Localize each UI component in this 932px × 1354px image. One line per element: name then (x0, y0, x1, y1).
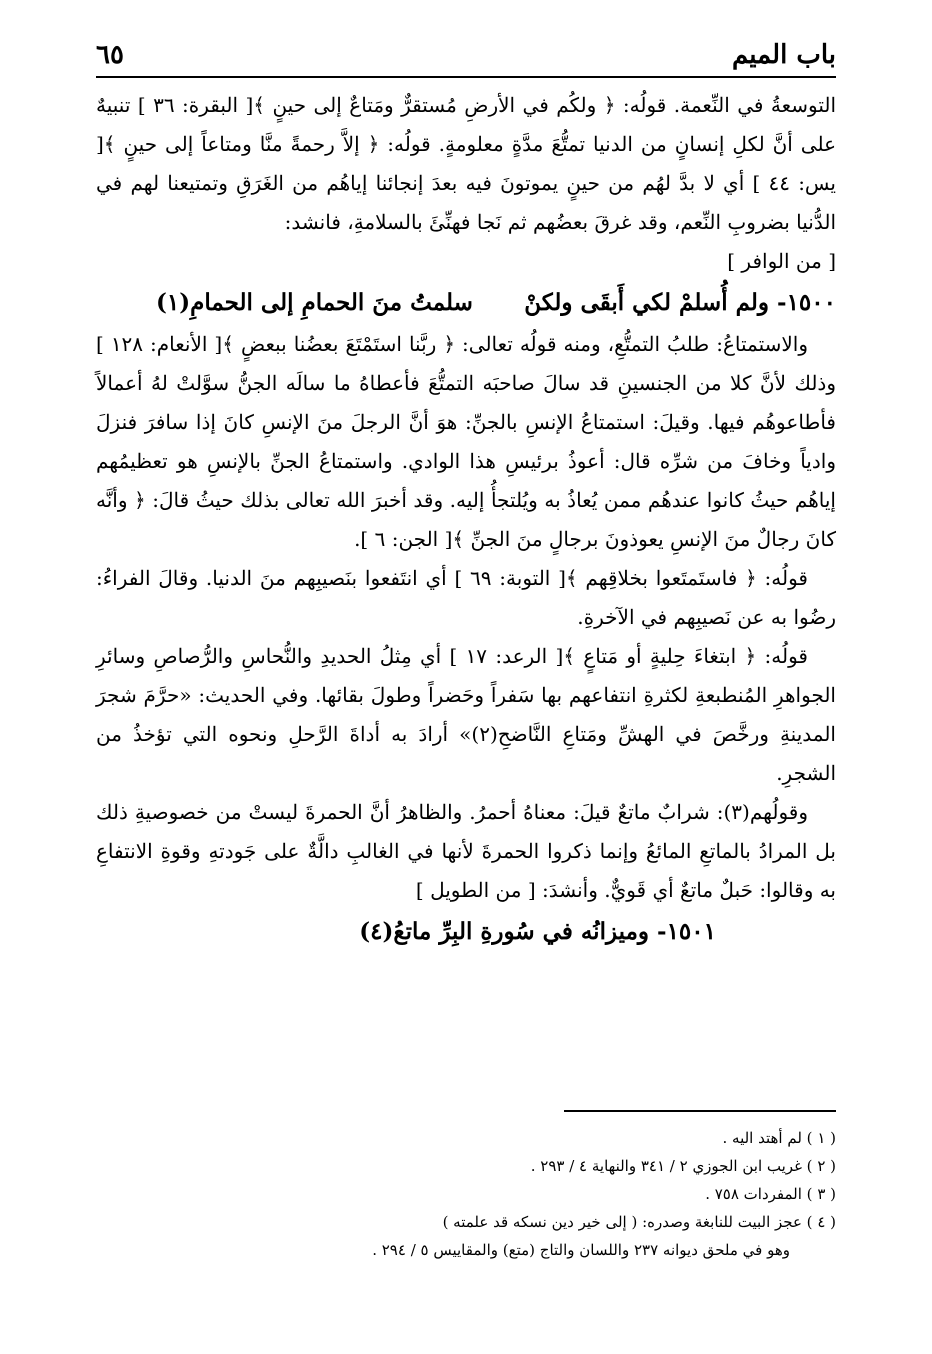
page-number: ٦٥ (96, 40, 124, 70)
chapter-title: باب الميم (731, 40, 836, 70)
paragraph-2: والاستمتاعُ: طلبُ التمتُّعِ، ومنه قولُه تعالى: ﴿ ربَّنا استَمْتَعَ بعضُنا ببعضٍ ﴾[ الأنعام: ١٢٨ ] وذلك لأنَّ كلا من الجنسينِ قد سالَ صاحبَه التمتُّعَ فأعطاهُ ما سالَه الجنُّ سوَّلتْ لهُ أعمالاً فأطاعوهُم فيها. وقيلَ: استمتاعُ الإنسِ بالجنِّ: هوَ أنَّ الرجلَ منَ الإنسِ كانَ إذا سافرَ فنزلَ وادياً وخافَ من شرِّه قال: أعوذُ برئيسِ هذا الوادي. واستمتاعُ الجنِّ بالإنسِ هو تعظيمُهم إياهُم حيثُ كانوا عندهُم ممن يُعاذُ به ويُلتجأُ إليه. وقد أخبرَ الله تعالى بذلك حيثُ قالَ: ﴿ وأنَّه كانَ رجالٌ منَ الإنسِ يعوذونَ برجالٍ منَ الجنِّ ﴾[ الجن: ٦ ]. (96, 332, 836, 551)
poetry-verse-1500 (96, 281, 836, 325)
paragraph-1: التوسعةُ في النِّعمة. قولُه: ﴿ ولكُم في الأرضِ مُستقرٌّ ومَتاعٌ إلى حينٍ ﴾[ البقرة: ٣٦ ] تنبيهٌ على أنَّ لكلِ إنسانٍ من الدنيا تمتُّعَ مدَّةٍ معلومةٍ. قولُه: ﴿ إلاَّ رحمةً منَّا ومتاعاً إلى حينٍ ﴾[ يس: ٤٤ ] أي لا بدَّ لهُم من حينٍ يموتونَ فيه بعدَ إنجائنا إياهُم من الغَرَقِ وتمتيعنا لهم في الدُّنيا بضروبِ النِّعم، وقد غرقَ بعضُهم ثم نَجا فهنِّئَ بالسلامةِ، فانشد: (96, 93, 836, 234)
footnotes-section (96, 1124, 836, 1264)
verse-second-hemistich: سلمتُ منَ الحمامِ إلى الحمامِ(١) (156, 289, 473, 316)
meter-label-1: [ من الوافر ] (727, 249, 836, 273)
paragraph-3: قولُه: ﴿ فاستَمتَعوا بخلاقِهم ﴾[ التوبة: ٦٩ ] أي انتَفعوا بنَصيبِهم منَ الدنيا. وقالَ الفراءُ: رضُوا به عن نَصيبِهم في الآخرةِ. (96, 566, 836, 629)
footnote-divider (564, 1110, 836, 1112)
footnote-1: ( ١ ) لم أهتد اليه . (722, 1129, 836, 1147)
footnote-3: ( ٣ ) المفردات ٧٥٨ . (705, 1185, 836, 1203)
poetry-verse-1501: ١٥٠١- وميزانُه في سُورةِ البِرِّ ماتعُ(٤) (359, 918, 716, 945)
footnote-4-continuation: وهو في ملحق ديوانه ٢٣٧ واللسان والتاج (متع) والمقاييس ٥ / ٢٩٤ . (372, 1241, 790, 1259)
footnote-4: ( ٤ ) عجز البيت للنابغة وصدره: ( إلى خير دين نسكه قد علمته ) (442, 1213, 836, 1231)
header-divider (96, 76, 836, 78)
paragraph-4: قولُه: ﴿ ابتغاءَ حِليةٍ أو مَتاعٍ ﴾[ الرعد: ١٧ ] أي مِثلُ الحديدِ والنُّحاسِ والرُّصاصِ وسائرِ الجواهرِ المُنطبعةِ لكثرةِ انتفاعهم بها سَفراً وحَضراً وطولَ بقائها. وفي الحديث: «حرَّمَ شجرَ المدينةِ ورخَّصَ في الهشِّ ومَتاعِ النَّاضحِ(٢)» أرادَ به أداةَ الرَّحلِ ونحوه التي تؤخذُ من الشجرِ. (96, 644, 836, 785)
paragraph-5: وقولُهم(٣): شرابٌ ماتعٌ قيلَ: معناهُ أحمرُ. والظاهرُ أنَّ الحمرةَ ليستْ من خصوصيةِ ذلك بل المرادُ بالماتعِ المائعُ وإنما ذكروا الحمرةَ لأنها في الغالبِ دالَّةٌ على جَودتهِ وقوةِ الانتفاعِ به وقالوا: حَبلٌ ماتعٌ أي قَويٌّ. وأنشدَ: [ من الطويل ] (96, 800, 836, 902)
page-header (96, 30, 836, 70)
verse-first-hemistich: ١٥٠٠- ولم أُسلمْ لكي أَبقَى ولكنْ (524, 289, 836, 316)
footnote-2: ( ٢ ) غريب ابن الجوزي ٢ / ٣٤١ والنهاية ٤ / ٢٩٣ . (530, 1157, 836, 1175)
main-text (96, 86, 836, 954)
